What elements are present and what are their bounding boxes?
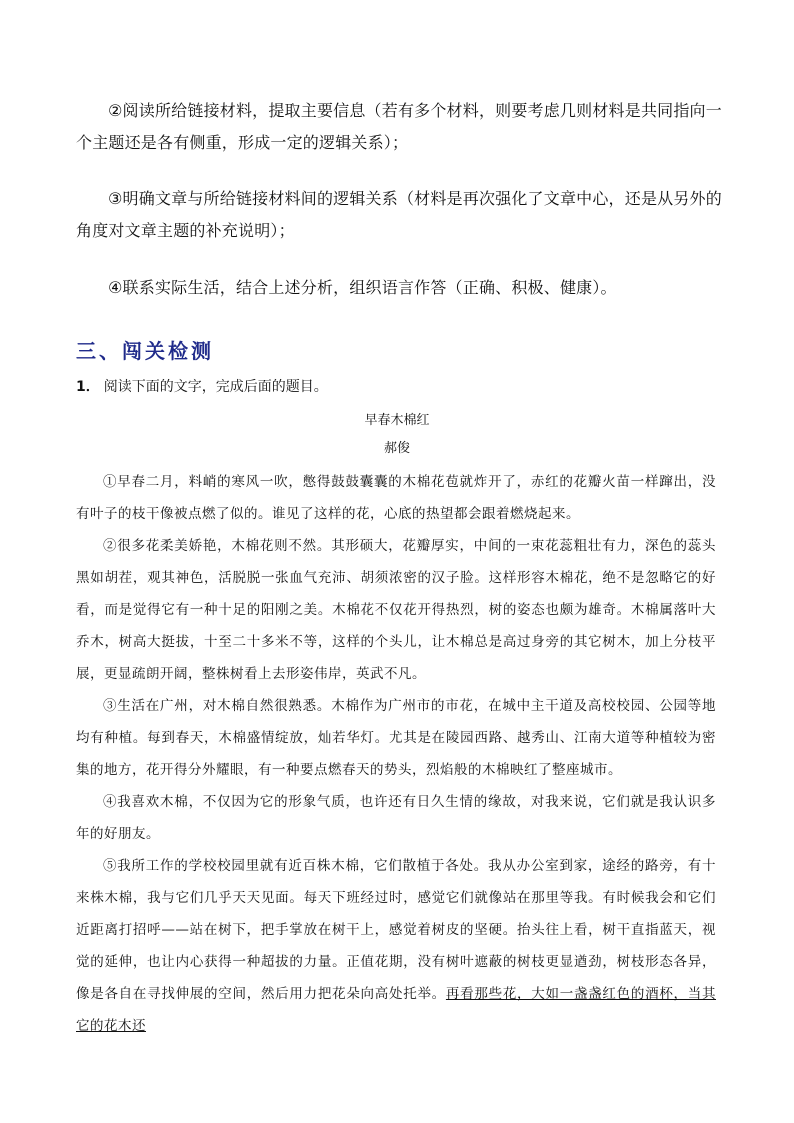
question-text: 阅读下面的文字，完成后面的题目。: [103, 379, 328, 395]
article-paragraph-3: ③生活在广州，对木棉自然很熟悉。木棉作为广州市的市花，在城中主干道及高校校园、公园等地均有种植。每到春天，木棉盛情绽放，灿若华灯。尤其是在陵园西路、越秀山、江南大道等种植较为密集的地方，花开得分外耀眼，有一种要点燃春天的势头，烈焰般的木棉映红了整座城市。: [76, 698, 716, 778]
article-body: [76, 466, 716, 1042]
method-step-2: ②阅读所给链接材料，提取主要信息（若有多个材料，则要考虑几则材料是共同指向一个主题还是各有侧重，形成一定的逻辑关系）；: [76, 101, 722, 152]
article-paragraph-2: ②很多花柔美娇艳，木棉花则不然。其形硕大，花瓣厚实，中间的一束花蕊粗壮有力，深色的蕊头黑如胡茬，观其神色，活脱脱一张血气充沛、胡须浓密的汉子脸。这样形容木棉花，绝不是忽略它的好看，而是觉得它有一种十足的阳刚之美。木棉花不仅花开得热烈，树的姿态也颇为雄奇。木棉属落叶大乔木，树高大挺拔，十至二十多米不等，这样的个头儿，让木棉总是高过身旁的其它树木，加上分枝平展，更显疏朗开阔，整株树看上去形姿伟岸，英武不凡。: [76, 538, 716, 682]
article-paragraph-4: ④我喜欢木棉，不仅因为它的形象气质，也许还有日久生情的缘故，对我来说，它们就是我认识多年的好朋友。: [76, 794, 716, 842]
question-number: 1．: [76, 379, 100, 395]
paragraph-5-text: ⑤我所工作的学校校园里就有近百株木棉，它们散植于各处。我从办公室到家，途经的路旁，有十来株木棉，我与它们几乎天天见面。每天下班经过时，感觉它们就像站在那里等我。有时候我会和它们近距离打招呼——站在树下，把手掌放在树干上，感觉着树皮的坚硬。抬头往上看，树干直指蓝天，视觉的延伸，也让内心获得一种超拔的力量。正值花期，没有树叶遮蔽的树枝更显遒劲，树枝形态各异，像是各自在寻找伸展的空间，然后用力把花朵向高处托举。: [76, 858, 716, 1002]
article-paragraph-1: ①早春二月，料峭的寒风一吹，憋得鼓鼓囊囊的木棉花苞就炸开了，赤红的花瓣火苗一样蹿出，没有叶子的枝干像被点燃了似的。谁见了这样的花，心底的热望都会跟着燃烧起来。: [76, 474, 716, 522]
article-author: 郝俊: [383, 441, 410, 456]
method-step-3: ③明确文章与所给链接材料间的逻辑关系（材料是再次强化了文章中心，还是从另外的角度对文章主题的补充说明）；: [76, 189, 722, 240]
article-paragraph-5: [76, 850, 716, 1042]
question-prompt: [76, 376, 328, 398]
underlined-sentence: 再看那些花，大如一盏盏红色的酒杯，当其它的花木还: [76, 986, 717, 1034]
article-title: 早春木棉红: [364, 413, 430, 428]
section-title: 三、闯关检测: [76, 339, 214, 363]
method-step-4: ④联系实际生活，结合上述分析，组织语言作答（正确、积极、健康）。: [108, 278, 617, 297]
